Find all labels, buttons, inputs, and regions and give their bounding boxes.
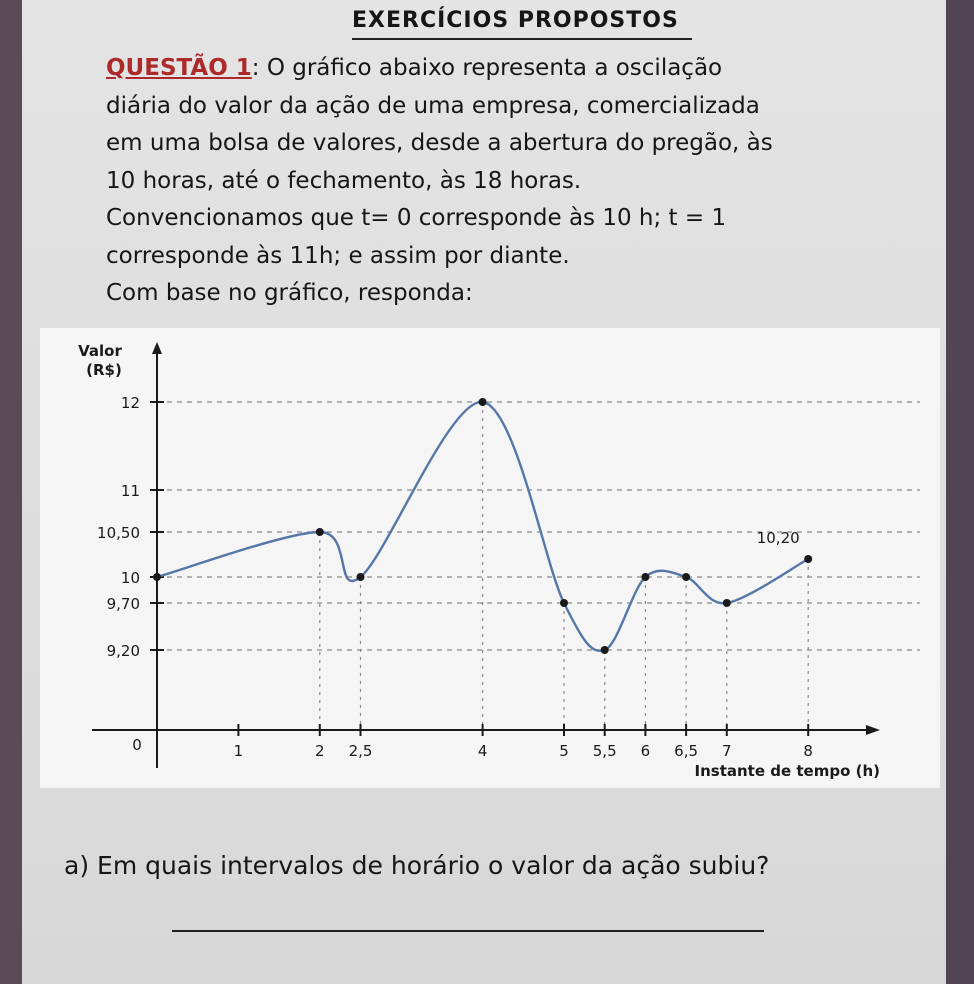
data-point-6 xyxy=(641,573,649,581)
x-tick-label: 6 xyxy=(640,742,651,760)
x-tick-label: 2,5 xyxy=(348,742,373,760)
x-tick-label: 2 xyxy=(315,742,325,760)
x-tick-label: 8 xyxy=(803,742,813,760)
data-point-2 xyxy=(357,573,365,581)
y-tick-label: 10 xyxy=(120,569,140,587)
x-tick-label: 5 xyxy=(559,742,569,760)
data-point-1 xyxy=(316,528,324,536)
sub-question-a: a) Em quais intervalos de horário o valor da ação subiu? xyxy=(64,851,770,880)
statement-line-3: em uma bolsa de valores, desde a abertura do pregão, às xyxy=(106,130,773,156)
x-tick-label: 4 xyxy=(477,742,488,760)
statement-line-6: corresponde às 11h; e assim por diante. xyxy=(106,242,570,269)
data-point-9 xyxy=(804,555,812,563)
y-axis-arrow-icon xyxy=(152,342,162,354)
y-axis-title-line: Valor xyxy=(78,342,122,360)
worksheet-page xyxy=(22,0,946,984)
data-point-5 xyxy=(601,646,609,654)
x-tick-label: 7 xyxy=(722,742,732,760)
answer-line[interactable] xyxy=(172,930,764,932)
stock-value-chart xyxy=(40,328,940,788)
statement-line-5: Convencionamos que t= 0 corresponde às 10 h; t = 1 xyxy=(106,205,727,231)
background-right-edge xyxy=(942,0,974,984)
data-point-8 xyxy=(723,599,731,607)
x-origin-label: 0 xyxy=(132,736,142,754)
y-tick-label: 9,70 xyxy=(106,595,140,613)
statement-line-7: Com base no gráfico, responda: xyxy=(106,280,473,306)
x-tick-label: 1 xyxy=(233,742,244,760)
data-point-7 xyxy=(682,573,690,581)
x-axis-title: Instante de tempo (h) xyxy=(694,762,880,780)
statement-line-2: diária do valor da ação de uma empresa, comercializada xyxy=(106,92,760,119)
y-tick-label: 9,20 xyxy=(106,642,140,660)
question-statement xyxy=(106,50,936,313)
statement-line-4: 10 horas, até o fechamento, às 18 horas. xyxy=(106,167,582,194)
point-value-annotation: 10,20 xyxy=(756,529,800,547)
x-tick-label: 6,5 xyxy=(674,742,699,760)
value-series-line xyxy=(157,402,808,651)
y-tick-label: 10,50 xyxy=(97,524,140,542)
question-label: QUESTÃO 1 xyxy=(106,55,252,81)
y-axis-title-line: (R$) xyxy=(86,361,122,379)
y-tick-label: 11 xyxy=(120,482,140,500)
x-tick-label: 5,5 xyxy=(592,742,617,760)
data-point-4 xyxy=(560,599,568,607)
page-heading: EXERCÍCIOS PROPOSTOS xyxy=(352,8,692,40)
statement-line-1: QUESTÃO 1: O gráfico abaixo representa a oscilação xyxy=(106,55,723,81)
x-axis-arrow-icon xyxy=(866,725,880,735)
data-point-0 xyxy=(153,573,161,581)
chart-canvas xyxy=(40,328,940,788)
data-point-3 xyxy=(479,398,487,406)
y-tick-label: 12 xyxy=(120,394,140,412)
